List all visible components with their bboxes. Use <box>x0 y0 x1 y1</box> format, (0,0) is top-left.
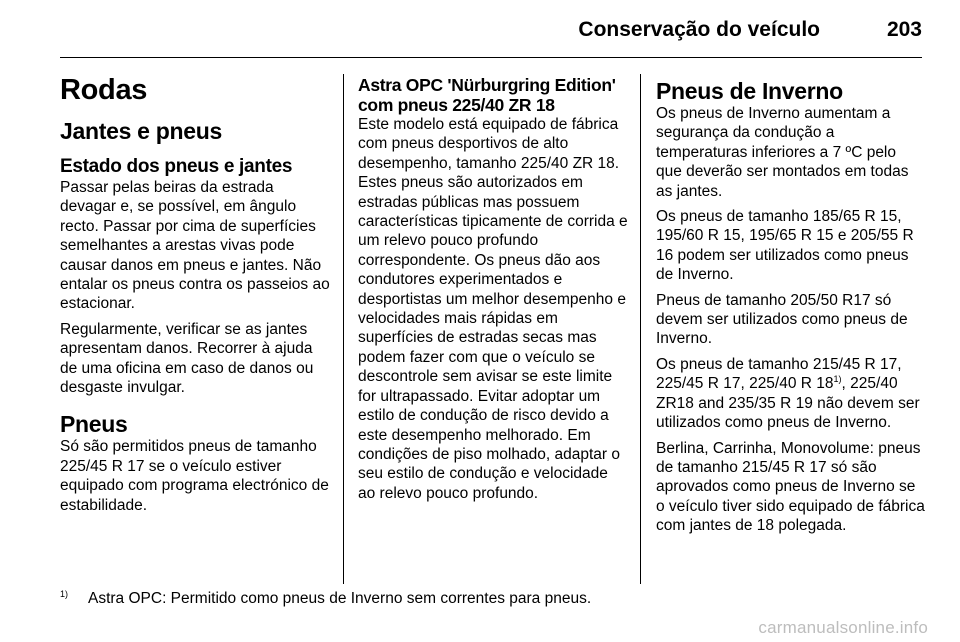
heading-pneus: Pneus <box>60 411 128 438</box>
paragraph-beiras: Passar pelas beiras da estrada devagar e, se possível, em ângulo recto. Passar por cima de superfícies semelhantes a arestas vivas pode causar danos em pneus e jantes. Não entalar os pneus contra os passeios ao estacionar. <box>60 179 330 313</box>
paragraph-astra-opc: Este modelo está equipado de fábrica com pneus desportivos de alto desempenho, tamanho 225/40 ZR 18. Estes pneus são autorizados em estradas públicas mas possuem características tipicamente de corrida e um relevo pouco profundo correspondente. Os pneus dão aos condutores experimentados e desportistas um melhor desempenho e velocidades mais rápidas em superfícies de estradas secas mas podem fazer com que o veículo se descontrole sem avisar se este limite for ultrapassado. Evitar adoptar um estilo de condução de risco devido a este desempenho melhorado. Em condições de piso molhado, adaptar o seu estilo de condução e velocidade ao relevo pouco profundo. <box>358 116 628 502</box>
column-divider-left <box>343 74 344 584</box>
footnote-ref[interactable]: 1) <box>833 374 842 385</box>
watermark: carmanualsonline.info <box>758 618 928 637</box>
column-middle <box>358 76 628 509</box>
heading-jantes-e-pneus: Jantes e pneus <box>60 118 222 144</box>
section-title: Conservação do veículo <box>578 18 820 41</box>
heading-pneus-de-inverno: Pneus de Inverno <box>656 78 843 104</box>
paragraph-inverno-berlina: Berlina, Carrinha, Monovolume: pneus de tamanho 215/45 R 17 só são aprovados como pneus de Inverno se o veículo tiver sido equipado de fábrica com jantes de 18 polegada. <box>656 439 925 535</box>
heading-astra-opc: Astra OPC 'Nürburgring Edition' com pneus 225/40 ZR 18 <box>358 75 616 115</box>
paragraph-inverno-nao-a: Os pneus de tamanho 215/45 R 17, 225/45 R 17, 225/40 R 18 <box>656 355 902 393</box>
footnote-text: Astra OPC: Permitido como pneus de Inverno sem correntes para pneus. <box>88 590 592 608</box>
column-right <box>656 78 926 542</box>
heading-rodas: Rodas <box>60 74 148 106</box>
page-header <box>0 0 960 60</box>
column-left <box>60 74 330 521</box>
paragraph-inverno-nao <box>656 355 926 433</box>
paragraph-inverno-205: Pneus de tamanho 205/50 R17 só devem ser utilizados como pneus de Inverno. <box>656 291 908 348</box>
paragraph-inverno-nao-b: , 225/40 ZR18 and 235/35 R 19 não devem ser utilizados como pneus de Inverno. <box>656 375 920 432</box>
header-rule <box>60 57 922 58</box>
heading-estado-pneus: Estado dos pneus e jantes <box>60 156 293 177</box>
footnote-mark: 1) <box>60 589 69 599</box>
page-number: 203 <box>886 18 922 41</box>
paragraph-verificar: Regularmente, verificar se as jantes apresentam danos. Recorrer à ajuda de uma oficina em caso de danos ou desgaste invulgar. <box>60 320 314 397</box>
paragraph-inverno-seguranca: Os pneus de Inverno aumentam a segurança da condução a temperaturas inferiores a 7 ºC pelo que deverão ser montados em todas as jantes. <box>656 105 909 200</box>
paragraph-tamanho: Só são permitidos pneus de tamanho 225/45 R 17 se o veículo estiver equipado com programa electrónico de estabilidade. <box>60 438 329 514</box>
footnote <box>60 589 920 608</box>
paragraph-inverno-tamanhos: Os pneus de tamanho 185/65 R 15, 195/60 R 15, 195/65 R 15 e 205/55 R 16 podem ser utilizados como pneus de Inverno. <box>656 208 914 284</box>
column-divider-right <box>640 74 641 584</box>
